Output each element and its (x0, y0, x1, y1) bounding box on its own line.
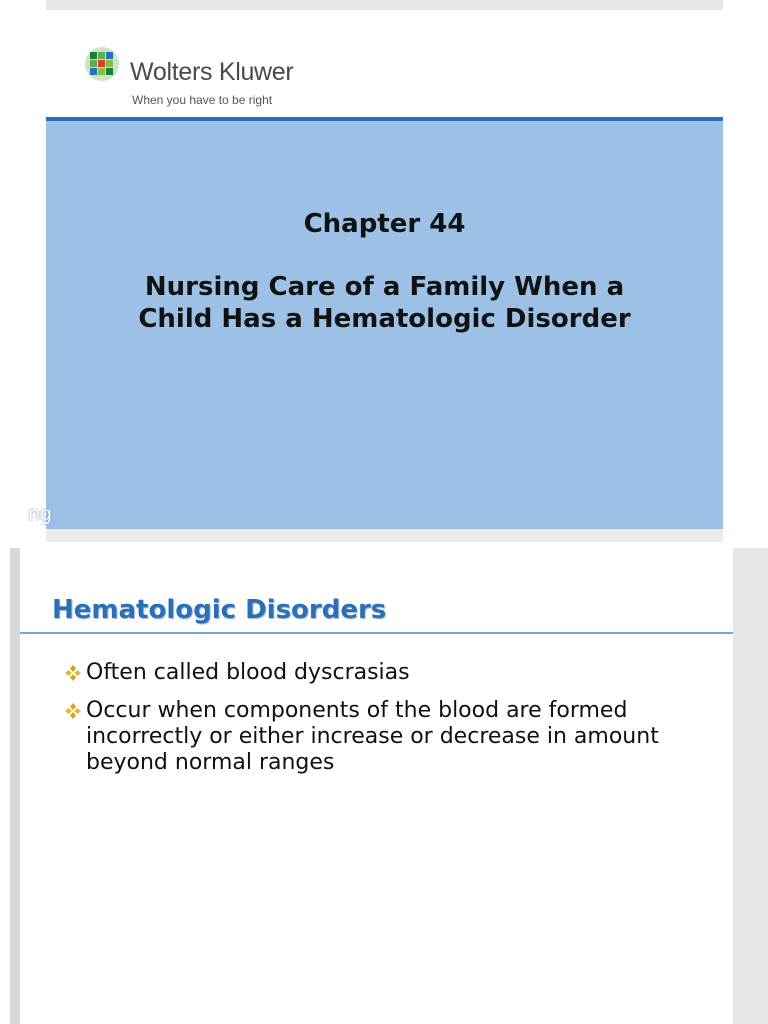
edge-caption: ng (28, 503, 53, 525)
content-slide (10, 548, 733, 1024)
slide-bottom-strip (46, 529, 723, 542)
list-item (64, 660, 694, 686)
diamond-bullet-icon (64, 702, 82, 720)
list-item (64, 698, 694, 776)
slide-title-line-1: Nursing Care of a Family When a (144, 272, 625, 302)
bullet-text: Often called blood dyscrasias (86, 660, 410, 685)
bullet-list (64, 660, 694, 788)
title-panel (46, 121, 723, 529)
wolters-kluwer-logo-icon (84, 46, 120, 82)
brand-name: Wolters Kluwer (130, 58, 294, 86)
slide-top-strip (46, 0, 723, 10)
slide-title-line-2: Child Has a Hematologic Disorder (138, 304, 631, 334)
chapter-label: Chapter 44 (303, 209, 466, 239)
slide-heading: Hematologic Disorders (52, 595, 387, 625)
slide-edge-shadow (733, 548, 768, 1024)
heading-divider (20, 632, 733, 634)
brand-tagline: When you have to be right (132, 93, 273, 107)
diamond-bullet-icon (64, 664, 82, 682)
slide-title (46, 271, 723, 335)
bullet-text: Occur when components of the blood are formed incorrectly or either increase or decrease in amount beyond normal ranges (86, 698, 659, 775)
title-slide (46, 0, 723, 542)
